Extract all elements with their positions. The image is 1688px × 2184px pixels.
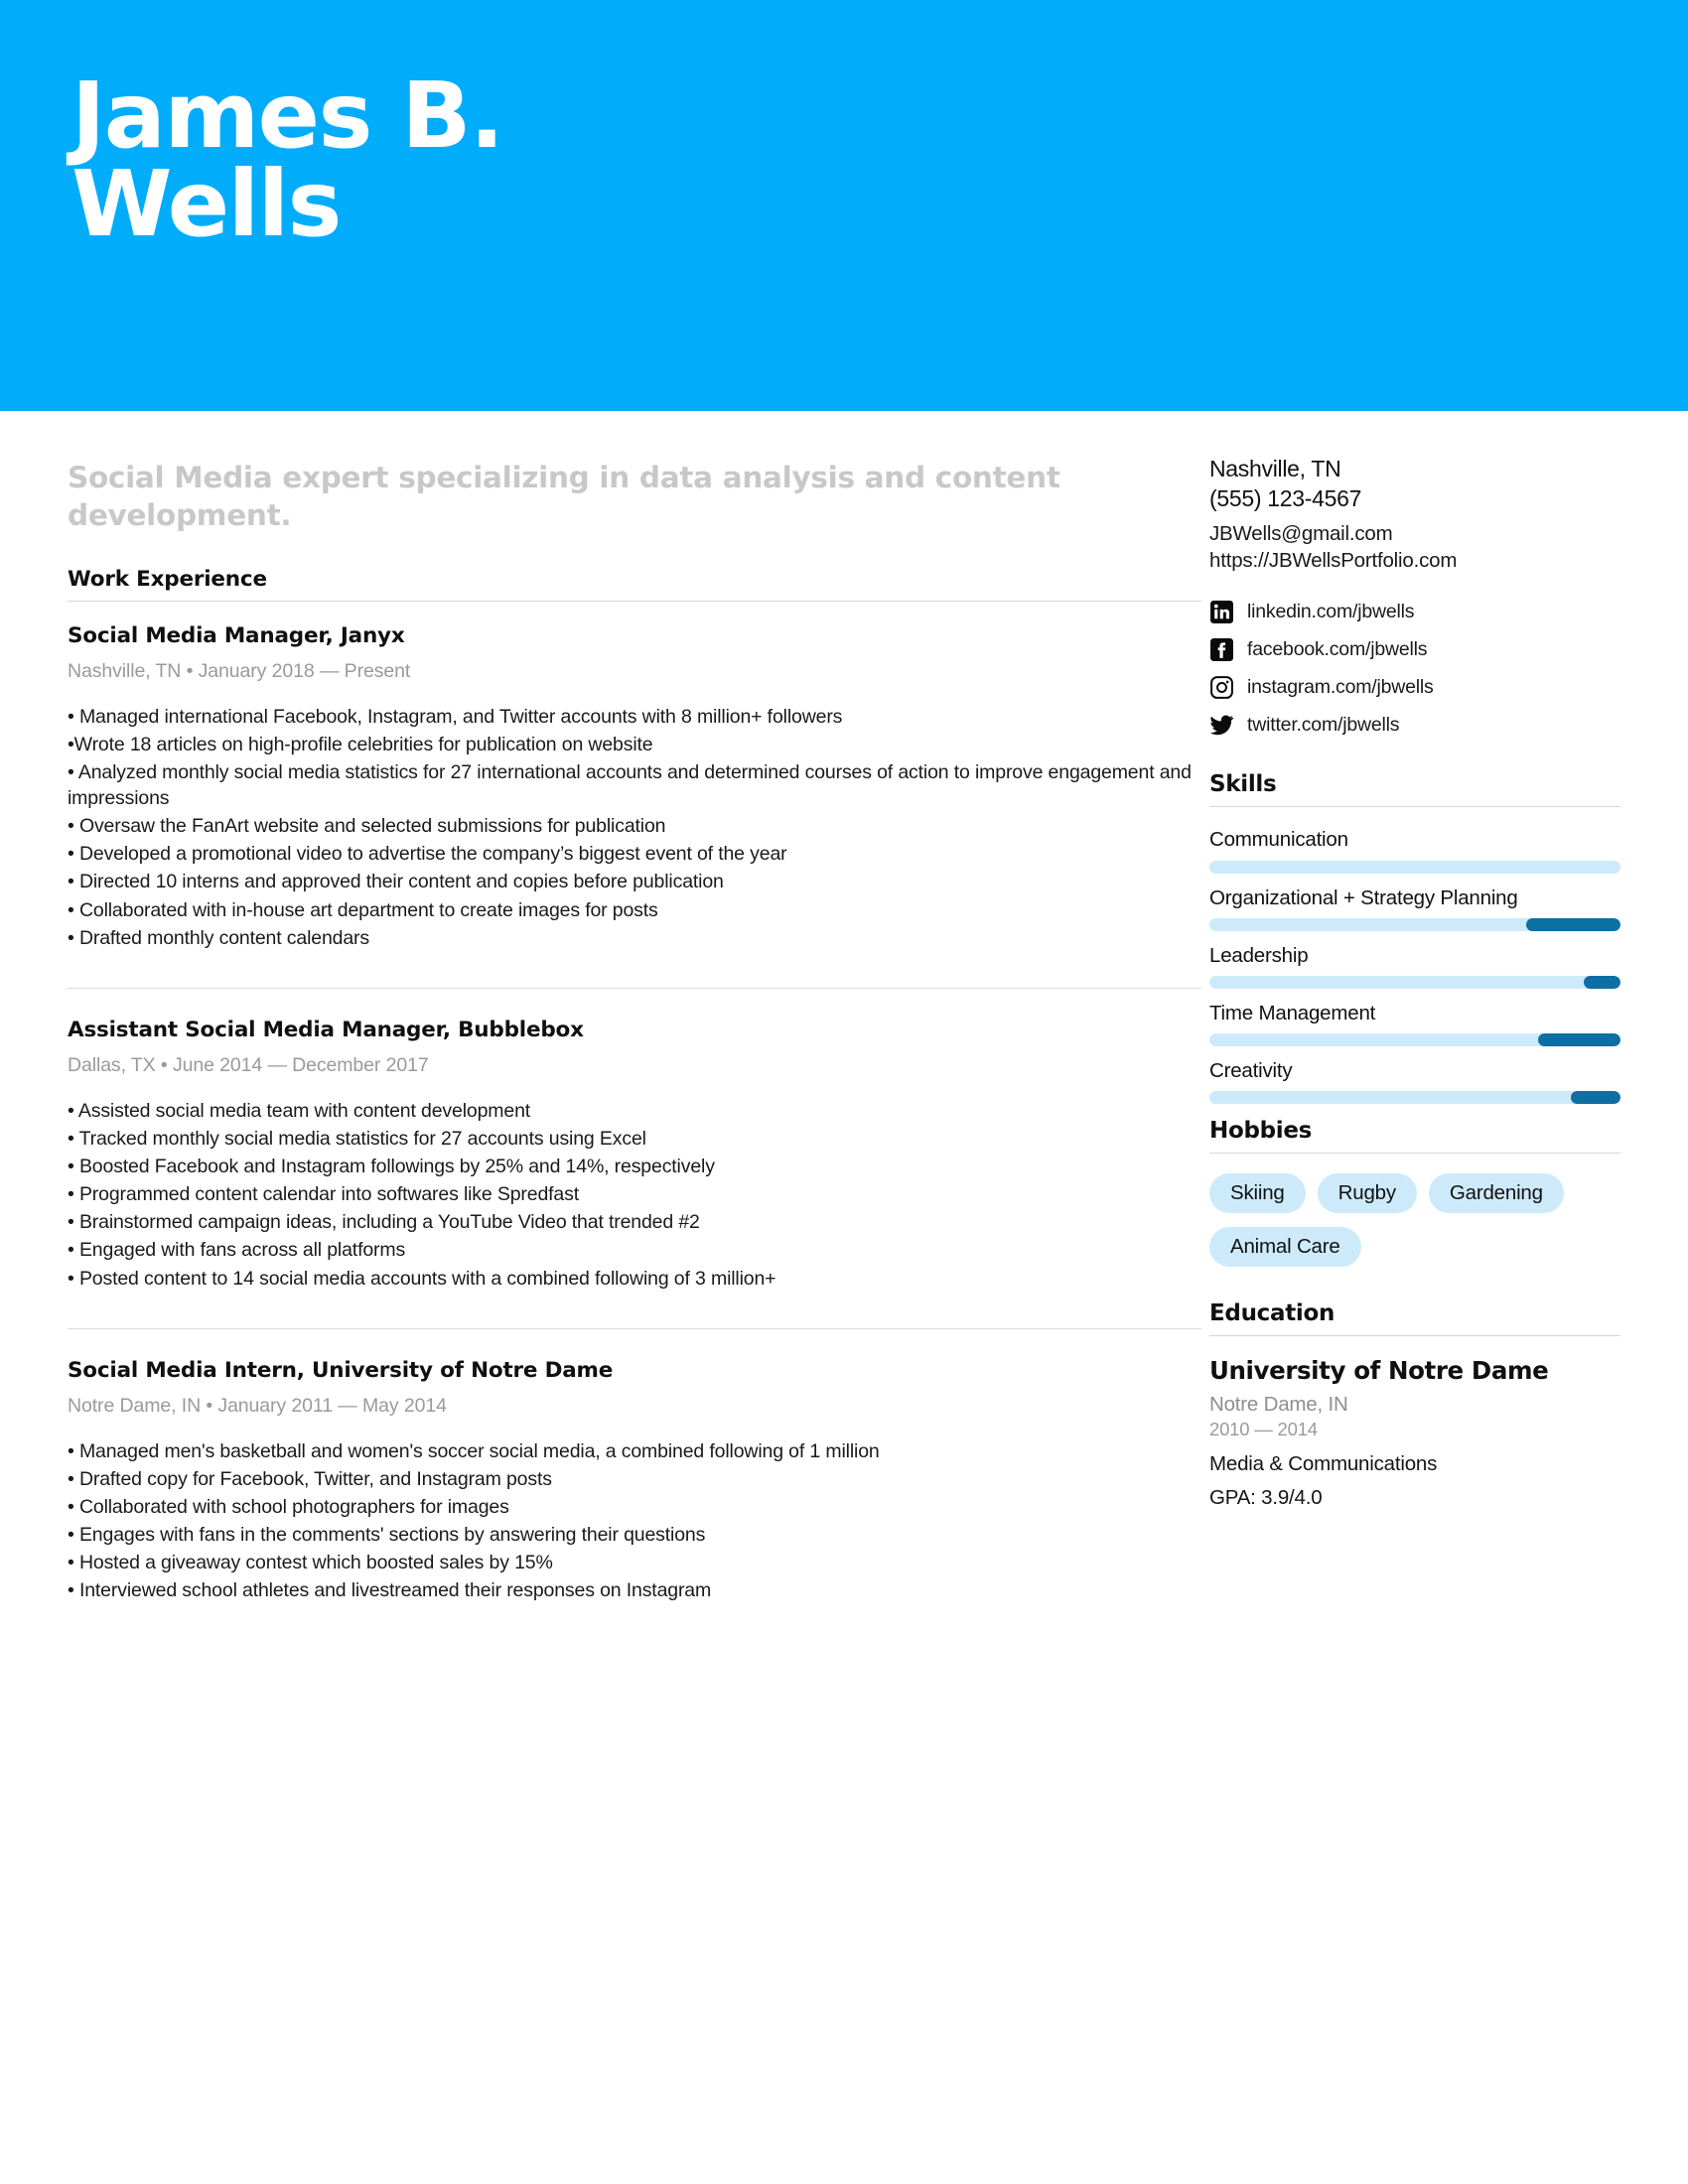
skill-item (1209, 886, 1620, 931)
professional-summary: Social Media expert specializing in data analysis and content development. (68, 461, 1060, 533)
job-bullet: • Programmed content calendar into softwares like Spredfast (68, 1183, 579, 1206)
skills-heading: Skills (1209, 771, 1277, 798)
job-entry (68, 1358, 1201, 1610)
education-major: Media & Communications (1209, 1452, 1438, 1476)
job-meta: Nashville, TN • January 2018 — Present (68, 659, 411, 682)
work-experience-rule (68, 601, 1201, 602)
skill-item (1209, 1001, 1620, 1046)
job-bullet: • Managed international Facebook, Instagram, and Twitter accounts with 8 million+ followers (68, 705, 843, 728)
education-years: 2010 — 2014 (1209, 1419, 1318, 1440)
name-line-2: Wells (71, 151, 341, 258)
skill-item (1209, 1058, 1620, 1104)
linkedin-icon (1209, 600, 1234, 624)
job-bullet-list (68, 1098, 1201, 1292)
hobby-pill: Animal Care (1209, 1227, 1361, 1267)
job-bullet-list (68, 1438, 1201, 1604)
sidebar-column (1201, 411, 1688, 1510)
header-banner (0, 0, 1688, 411)
education-entry (1209, 1356, 1620, 1510)
job-bullet: • Oversaw the FanArt website and selected submissions for publication (68, 815, 666, 838)
hobby-pill: Skiing (1209, 1173, 1306, 1213)
body-columns (0, 411, 1688, 1609)
job-bullet: • Posted content to 14 social media accounts with a combined following of 3 million+ (68, 1267, 776, 1290)
skill-label: Leadership (1209, 943, 1309, 967)
education-gpa: GPA: 3.9/4.0 (1209, 1486, 1323, 1510)
skill-bar-fill (1571, 1091, 1620, 1104)
job-bullet: • Hosted a giveaway contest which boosted sales by 15% (68, 1552, 553, 1574)
job-bullet: • Analyzed monthly social media statistics for 27 international accounts and determined courses of action to improve engagement and impressions (68, 760, 1192, 810)
skill-label: Communication (1209, 828, 1348, 852)
social-link-item[interactable] (1209, 713, 1620, 738)
social-link-item[interactable] (1209, 675, 1620, 700)
page-title (71, 63, 965, 258)
skill-label: Creativity (1209, 1059, 1293, 1083)
skill-bar-fill (1584, 976, 1620, 989)
education-heading: Education (1209, 1300, 1336, 1327)
education-school: University of Notre Dame (1209, 1356, 1549, 1386)
job-title: Assistant Social Media Manager, Bubblebox (68, 1017, 584, 1042)
hobbies-heading: Hobbies (1209, 1118, 1313, 1145)
contact-website[interactable]: https://JBWellsPortfolio.com (1209, 549, 1458, 573)
job-bullet: • Drafted monthly content calendars (68, 926, 369, 949)
social-link-item[interactable] (1209, 600, 1620, 624)
skill-label: Time Management (1209, 1001, 1376, 1024)
hobbies-rule (1209, 1153, 1620, 1154)
job-entry (68, 623, 1201, 957)
job-bullet: • Assisted social media team with content development (68, 1099, 531, 1122)
job-meta: Notre Dame, IN • January 2011 — May 2014 (68, 1394, 447, 1417)
job-bullet: • Interviewed school athletes and livestreamed their responses on Instagram (68, 1579, 712, 1602)
job-separator (68, 1328, 1201, 1329)
job-bullet: • Managed men's basketball and women's soccer social media, a combined following of 1 million (68, 1439, 880, 1462)
skill-bar-fill (1526, 918, 1620, 931)
contact-location: Nashville, TN (1209, 456, 1341, 481)
job-bullet: • Developed a promotional video to advertise the company’s biggest event of the year (68, 843, 787, 866)
skill-label: Organizational + Strategy Planning (1209, 886, 1518, 909)
instagram-icon (1209, 675, 1234, 700)
job-bullet: • Drafted copy for Facebook, Twitter, and Instagram posts (68, 1467, 552, 1490)
job-title: Social Media Intern, University of Notre Dame (68, 1357, 614, 1383)
facebook-icon (1209, 637, 1234, 662)
skill-bar (1209, 1033, 1620, 1046)
contact-email[interactable]: JBWells@gmail.com (1209, 521, 1393, 545)
contact-phone: (555) 123-4567 (1209, 484, 1362, 511)
social-link-item[interactable] (1209, 637, 1620, 662)
skill-item (1209, 827, 1620, 873)
education-rule (1209, 1335, 1620, 1336)
job-title: Social Media Manager, Janyx (68, 622, 405, 648)
hobbies-list (1209, 1173, 1620, 1267)
job-bullet: • Engages with fans in the comments' sections by answering their questions (68, 1524, 706, 1547)
work-experience-list (68, 623, 1201, 1610)
job-bullet: • Directed 10 interns and approved their content and copies before publication (68, 871, 724, 893)
social-link-label: linkedin.com/jbwells (1247, 601, 1415, 623)
job-bullet: • Collaborated with school photographers for images (68, 1495, 509, 1518)
social-link-label: facebook.com/jbwells (1247, 638, 1428, 661)
job-bullet: • Brainstormed campaign ideas, including a YouTube Video that trended #2 (68, 1211, 700, 1234)
job-bullet: • Boosted Facebook and Instagram followings by 25% and 14%, respectively (68, 1156, 715, 1178)
contact-block (1209, 455, 1620, 514)
skill-bar (1209, 861, 1620, 874)
hobby-pill: Rugby (1318, 1173, 1417, 1213)
job-bullet: • Tracked monthly social media statistics for 27 accounts using Excel (68, 1127, 646, 1150)
skill-bar (1209, 918, 1620, 931)
job-separator (68, 988, 1201, 989)
social-link-label: twitter.com/jbwells (1247, 714, 1400, 737)
job-bullet-list (68, 704, 1201, 951)
skill-bar (1209, 1091, 1620, 1104)
job-bullet: •Wrote 18 articles on high-profile celebrities for publication on website (68, 733, 653, 755)
job-entry (68, 1018, 1201, 1297)
skills-rule (1209, 806, 1620, 807)
job-meta: Dallas, TX • June 2014 — December 2017 (68, 1053, 429, 1076)
skill-item (1209, 943, 1620, 989)
skills-list (1209, 827, 1620, 1104)
social-links-list (1209, 600, 1620, 738)
skill-bar-fill (1538, 1033, 1620, 1046)
work-experience-heading: Work Experience (68, 566, 267, 592)
name-line-1: James B. (71, 63, 503, 169)
main-column (0, 411, 1201, 1609)
contact-links (1209, 520, 1620, 575)
hobby-pill: Gardening (1429, 1173, 1564, 1213)
social-link-label: instagram.com/jbwells (1247, 676, 1434, 699)
job-bullet: • Collaborated with in-house art department to create images for posts (68, 898, 658, 921)
skill-bar (1209, 976, 1620, 989)
education-location: Notre Dame, IN (1209, 1393, 1348, 1417)
twitter-icon (1209, 713, 1234, 738)
job-bullet: • Engaged with fans across all platforms (68, 1239, 406, 1262)
